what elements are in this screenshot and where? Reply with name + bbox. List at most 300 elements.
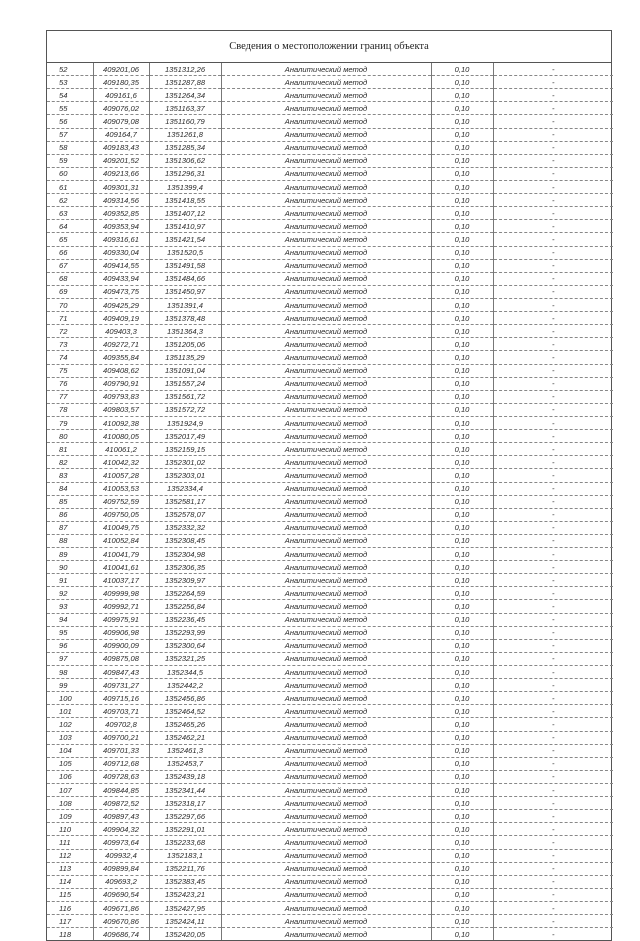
y-coordinate-cell: 1352465,26 [149, 718, 221, 731]
table-row [47, 194, 613, 207]
y-coordinate-cell: 1352291,01 [149, 823, 221, 836]
table-row [47, 797, 613, 810]
accuracy-cell: 0,10 [431, 259, 493, 272]
table-row [47, 128, 613, 141]
x-coordinate-cell: 409731,27 [93, 679, 149, 692]
x-coordinate-cell: 409352,85 [93, 207, 149, 220]
note-cell: - [493, 390, 613, 403]
accuracy-cell: 0,10 [431, 666, 493, 679]
x-coordinate-cell: 410049,75 [93, 521, 149, 534]
x-coordinate-cell: 409803,57 [93, 403, 149, 416]
table-row [47, 639, 613, 652]
x-coordinate-cell: 409906,98 [93, 626, 149, 639]
x-coordinate-cell: 409409,19 [93, 312, 149, 325]
method-cell: Аналитический метод [221, 836, 431, 849]
point-number-cell: 67 [47, 259, 93, 272]
accuracy-cell: 0,10 [431, 849, 493, 862]
x-coordinate-cell: 409703,71 [93, 705, 149, 718]
table-row [47, 364, 613, 377]
y-coordinate-cell: 1351312,26 [149, 63, 221, 76]
table-row [47, 902, 613, 915]
y-coordinate-cell: 1352306,35 [149, 561, 221, 574]
method-cell: Аналитический метод [221, 666, 431, 679]
table-row [47, 76, 613, 89]
y-coordinate-cell: 1352301,02 [149, 456, 221, 469]
note-cell: - [493, 534, 613, 547]
method-cell: Аналитический метод [221, 626, 431, 639]
note-cell: - [493, 810, 613, 823]
accuracy-cell: 0,10 [431, 770, 493, 783]
accuracy-cell: 0,10 [431, 325, 493, 338]
note-cell: - [493, 63, 613, 76]
note-cell: - [493, 652, 613, 665]
point-number-cell: 91 [47, 574, 93, 587]
table-row [47, 63, 613, 76]
table-row [47, 141, 613, 154]
y-coordinate-cell: 1351296,31 [149, 167, 221, 180]
note-cell: - [493, 744, 613, 757]
accuracy-cell: 0,10 [431, 613, 493, 626]
accuracy-cell: 0,10 [431, 76, 493, 89]
point-number-cell: 60 [47, 167, 93, 180]
accuracy-cell: 0,10 [431, 115, 493, 128]
method-cell: Аналитический метод [221, 220, 431, 233]
x-coordinate-cell: 409164,7 [93, 128, 149, 141]
table-row [47, 548, 613, 561]
accuracy-cell: 0,10 [431, 141, 493, 154]
x-coordinate-cell: 409897,43 [93, 810, 149, 823]
point-number-cell: 72 [47, 325, 93, 338]
method-cell: Аналитический метод [221, 102, 431, 115]
note-cell: - [493, 626, 613, 639]
point-number-cell: 83 [47, 469, 93, 482]
accuracy-cell: 0,10 [431, 652, 493, 665]
point-number-cell: 55 [47, 102, 93, 115]
point-number-cell: 62 [47, 194, 93, 207]
note-cell: - [493, 548, 613, 561]
accuracy-cell: 0,10 [431, 377, 493, 390]
accuracy-cell: 0,10 [431, 692, 493, 705]
note-cell: - [493, 705, 613, 718]
note-cell: - [493, 154, 613, 167]
accuracy-cell: 0,10 [431, 718, 493, 731]
method-cell: Аналитический метод [221, 705, 431, 718]
note-cell: - [493, 666, 613, 679]
x-coordinate-cell: 409715,16 [93, 692, 149, 705]
point-number-cell: 107 [47, 784, 93, 797]
point-number-cell: 116 [47, 902, 93, 915]
x-coordinate-cell: 409693,2 [93, 875, 149, 888]
point-number-cell: 90 [47, 561, 93, 574]
accuracy-cell: 0,10 [431, 626, 493, 639]
table-row [47, 259, 613, 272]
x-coordinate-cell: 409213,66 [93, 167, 149, 180]
y-coordinate-cell: 1352332,32 [149, 521, 221, 534]
y-coordinate-cell: 1351287,88 [149, 76, 221, 89]
point-number-cell: 80 [47, 430, 93, 443]
table-row [47, 430, 613, 443]
method-cell: Аналитический метод [221, 233, 431, 246]
accuracy-cell: 0,10 [431, 823, 493, 836]
point-number-cell: 114 [47, 875, 93, 888]
accuracy-cell: 0,10 [431, 888, 493, 901]
method-cell: Аналитический метод [221, 679, 431, 692]
y-coordinate-cell: 1352308,45 [149, 534, 221, 547]
y-coordinate-cell: 1351561,72 [149, 390, 221, 403]
y-coordinate-cell: 1352297,66 [149, 810, 221, 823]
note-cell: - [493, 692, 613, 705]
x-coordinate-cell: 409161,6 [93, 89, 149, 102]
x-coordinate-cell: 409301,31 [93, 180, 149, 193]
table-row [47, 731, 613, 744]
x-coordinate-cell: 409670,86 [93, 915, 149, 928]
y-coordinate-cell: 1351572,72 [149, 403, 221, 416]
accuracy-cell: 0,10 [431, 298, 493, 311]
x-coordinate-cell: 409314,56 [93, 194, 149, 207]
point-number-cell: 84 [47, 482, 93, 495]
point-number-cell: 111 [47, 836, 93, 849]
accuracy-cell: 0,10 [431, 89, 493, 102]
x-coordinate-cell: 409408,62 [93, 364, 149, 377]
x-coordinate-cell: 410042,32 [93, 456, 149, 469]
note-cell: - [493, 364, 613, 377]
note-cell: - [493, 233, 613, 246]
y-coordinate-cell: 1352321,25 [149, 652, 221, 665]
table-row [47, 246, 613, 259]
accuracy-cell: 0,10 [431, 180, 493, 193]
note-cell: - [493, 141, 613, 154]
method-cell: Аналитический метод [221, 652, 431, 665]
point-number-cell: 94 [47, 613, 93, 626]
accuracy-cell: 0,10 [431, 915, 493, 928]
x-coordinate-cell: 409201,06 [93, 63, 149, 76]
y-coordinate-cell: 1352427,95 [149, 902, 221, 915]
method-cell: Аналитический метод [221, 757, 431, 770]
table-row [47, 626, 613, 639]
method-cell: Аналитический метод [221, 63, 431, 76]
y-coordinate-cell: 1351557,24 [149, 377, 221, 390]
point-number-cell: 58 [47, 141, 93, 154]
table-row [47, 167, 613, 180]
y-coordinate-cell: 1352581,17 [149, 495, 221, 508]
note-cell: - [493, 115, 613, 128]
x-coordinate-cell: 409932,4 [93, 849, 149, 862]
point-number-cell: 110 [47, 823, 93, 836]
y-coordinate-cell: 1352462,21 [149, 731, 221, 744]
method-cell: Аналитический метод [221, 639, 431, 652]
y-coordinate-cell: 1352264,59 [149, 587, 221, 600]
method-cell: Аналитический метод [221, 495, 431, 508]
table-row [47, 574, 613, 587]
note-cell: - [493, 849, 613, 862]
method-cell: Аналитический метод [221, 285, 431, 298]
accuracy-cell: 0,10 [431, 102, 493, 115]
y-coordinate-cell: 1352383,45 [149, 875, 221, 888]
note-cell: - [493, 416, 613, 429]
y-coordinate-cell: 1351261,8 [149, 128, 221, 141]
note-cell: - [493, 902, 613, 915]
y-coordinate-cell: 1351264,34 [149, 89, 221, 102]
accuracy-cell: 0,10 [431, 469, 493, 482]
point-number-cell: 78 [47, 403, 93, 416]
x-coordinate-cell: 409183,43 [93, 141, 149, 154]
table-row [47, 233, 613, 246]
note-cell: - [493, 495, 613, 508]
point-number-cell: 54 [47, 89, 93, 102]
method-cell: Аналитический метод [221, 469, 431, 482]
y-coordinate-cell: 1352233,68 [149, 836, 221, 849]
method-cell: Аналитический метод [221, 246, 431, 259]
point-number-cell: 64 [47, 220, 93, 233]
note-cell: - [493, 377, 613, 390]
accuracy-cell: 0,10 [431, 456, 493, 469]
y-coordinate-cell: 1352334,4 [149, 482, 221, 495]
x-coordinate-cell: 409180,35 [93, 76, 149, 89]
y-coordinate-cell: 1351399,4 [149, 180, 221, 193]
accuracy-cell: 0,10 [431, 875, 493, 888]
x-coordinate-cell: 409975,91 [93, 613, 149, 626]
x-coordinate-cell: 409790,91 [93, 377, 149, 390]
table-row [47, 561, 613, 574]
method-cell: Аналитический метод [221, 784, 431, 797]
point-number-cell: 59 [47, 154, 93, 167]
accuracy-cell: 0,10 [431, 757, 493, 770]
x-coordinate-cell: 409904,32 [93, 823, 149, 836]
table-row [47, 718, 613, 731]
table-row [47, 220, 613, 233]
point-number-cell: 61 [47, 180, 93, 193]
table-row [47, 679, 613, 692]
table-row [47, 613, 613, 626]
accuracy-cell: 0,10 [431, 167, 493, 180]
note-cell: - [493, 561, 613, 574]
table-row [47, 784, 613, 797]
method-cell: Аналитический метод [221, 180, 431, 193]
table-row [47, 862, 613, 875]
note-cell: - [493, 784, 613, 797]
method-cell: Аналитический метод [221, 325, 431, 338]
method-cell: Аналитический метод [221, 692, 431, 705]
accuracy-cell: 0,10 [431, 797, 493, 810]
point-number-cell: 103 [47, 731, 93, 744]
point-number-cell: 102 [47, 718, 93, 731]
note-cell: - [493, 285, 613, 298]
x-coordinate-cell: 409671,86 [93, 902, 149, 915]
y-coordinate-cell: 1351421,54 [149, 233, 221, 246]
note-cell: - [493, 102, 613, 115]
note-cell: - [493, 272, 613, 285]
y-coordinate-cell: 1351163,37 [149, 102, 221, 115]
note-cell: - [493, 521, 613, 534]
y-coordinate-cell: 1351306,62 [149, 154, 221, 167]
x-coordinate-cell: 409403,3 [93, 325, 149, 338]
accuracy-cell: 0,10 [431, 521, 493, 534]
method-cell: Аналитический метод [221, 364, 431, 377]
accuracy-cell: 0,10 [431, 731, 493, 744]
note-cell: - [493, 246, 613, 259]
table-row [47, 692, 613, 705]
method-cell: Аналитический метод [221, 862, 431, 875]
note-cell: - [493, 600, 613, 613]
note-cell: - [493, 89, 613, 102]
note-cell: - [493, 482, 613, 495]
table-row [47, 115, 613, 128]
method-cell: Аналитический метод [221, 888, 431, 901]
document-sheet [46, 30, 612, 941]
x-coordinate-cell: 409076,02 [93, 102, 149, 115]
note-cell: - [493, 167, 613, 180]
y-coordinate-cell: 1352017,49 [149, 430, 221, 443]
y-coordinate-cell: 1351924,9 [149, 416, 221, 429]
x-coordinate-cell: 409750,05 [93, 508, 149, 521]
accuracy-cell: 0,10 [431, 364, 493, 377]
table-body [47, 63, 613, 940]
accuracy-cell: 0,10 [431, 679, 493, 692]
point-number-cell: 96 [47, 639, 93, 652]
table-row [47, 770, 613, 783]
point-number-cell: 106 [47, 770, 93, 783]
table-row [47, 757, 613, 770]
table-row [47, 823, 613, 836]
table-row [47, 403, 613, 416]
x-coordinate-cell: 409793,83 [93, 390, 149, 403]
table-row [47, 325, 613, 338]
method-cell: Аналитический метод [221, 600, 431, 613]
table-row [47, 154, 613, 167]
note-cell: - [493, 194, 613, 207]
table-row [47, 888, 613, 901]
accuracy-cell: 0,10 [431, 128, 493, 141]
accuracy-cell: 0,10 [431, 312, 493, 325]
method-cell: Аналитический метод [221, 574, 431, 587]
method-cell: Аналитический метод [221, 128, 431, 141]
y-coordinate-cell: 1352453,7 [149, 757, 221, 770]
note-cell: - [493, 259, 613, 272]
method-cell: Аналитический метод [221, 154, 431, 167]
y-coordinate-cell: 1351407,12 [149, 207, 221, 220]
y-coordinate-cell: 1351484,66 [149, 272, 221, 285]
table-row [47, 928, 613, 941]
note-cell: - [493, 679, 613, 692]
x-coordinate-cell: 409872,52 [93, 797, 149, 810]
note-cell: - [493, 312, 613, 325]
accuracy-cell: 0,10 [431, 416, 493, 429]
note-cell: - [493, 443, 613, 456]
method-cell: Аналитический метод [221, 141, 431, 154]
y-coordinate-cell: 1352578,07 [149, 508, 221, 521]
point-number-cell: 105 [47, 757, 93, 770]
table-row [47, 652, 613, 665]
x-coordinate-cell: 409700,21 [93, 731, 149, 744]
y-coordinate-cell: 1352344,5 [149, 666, 221, 679]
note-cell: - [493, 836, 613, 849]
point-number-cell: 66 [47, 246, 93, 259]
y-coordinate-cell: 1352423,21 [149, 888, 221, 901]
point-number-cell: 92 [47, 587, 93, 600]
point-number-cell: 77 [47, 390, 93, 403]
accuracy-cell: 0,10 [431, 246, 493, 259]
table-row [47, 180, 613, 193]
method-cell: Аналитический метод [221, 810, 431, 823]
method-cell: Аналитический метод [221, 875, 431, 888]
accuracy-cell: 0,10 [431, 495, 493, 508]
x-coordinate-cell: 409973,64 [93, 836, 149, 849]
y-coordinate-cell: 1352424,11 [149, 915, 221, 928]
x-coordinate-cell: 409712,68 [93, 757, 149, 770]
accuracy-cell: 0,10 [431, 338, 493, 351]
method-cell: Аналитический метод [221, 207, 431, 220]
method-cell: Аналитический метод [221, 115, 431, 128]
method-cell: Аналитический метод [221, 902, 431, 915]
x-coordinate-cell: 409473,75 [93, 285, 149, 298]
y-coordinate-cell: 1352318,17 [149, 797, 221, 810]
method-cell: Аналитический метод [221, 770, 431, 783]
x-coordinate-cell: 409272,71 [93, 338, 149, 351]
point-number-cell: 85 [47, 495, 93, 508]
note-cell: - [493, 469, 613, 482]
point-number-cell: 52 [47, 63, 93, 76]
x-coordinate-cell: 409900,09 [93, 639, 149, 652]
accuracy-cell: 0,10 [431, 233, 493, 246]
x-coordinate-cell: 409690,54 [93, 888, 149, 901]
point-number-cell: 75 [47, 364, 93, 377]
table-row [47, 285, 613, 298]
y-coordinate-cell: 1351160,79 [149, 115, 221, 128]
method-cell: Аналитический метод [221, 443, 431, 456]
x-coordinate-cell: 409079,08 [93, 115, 149, 128]
y-coordinate-cell: 1352159,15 [149, 443, 221, 456]
x-coordinate-cell: 409899,84 [93, 862, 149, 875]
point-number-cell: 89 [47, 548, 93, 561]
y-coordinate-cell: 1352464,52 [149, 705, 221, 718]
table-row [47, 469, 613, 482]
note-cell: - [493, 574, 613, 587]
table-row [47, 102, 613, 115]
method-cell: Аналитический метод [221, 351, 431, 364]
method-cell: Аналитический метод [221, 194, 431, 207]
note-cell: - [493, 613, 613, 626]
table-row [47, 89, 613, 102]
point-number-cell: 100 [47, 692, 93, 705]
accuracy-cell: 0,10 [431, 862, 493, 875]
x-coordinate-cell: 409355,84 [93, 351, 149, 364]
accuracy-cell: 0,10 [431, 784, 493, 797]
point-number-cell: 76 [47, 377, 93, 390]
y-coordinate-cell: 1352211,76 [149, 862, 221, 875]
x-coordinate-cell: 409686,74 [93, 928, 149, 941]
table-row [47, 416, 613, 429]
note-cell: - [493, 325, 613, 338]
note-cell: - [493, 718, 613, 731]
y-coordinate-cell: 1351135,29 [149, 351, 221, 364]
method-cell: Аналитический метод [221, 587, 431, 600]
x-coordinate-cell: 409844,85 [93, 784, 149, 797]
point-number-cell: 86 [47, 508, 93, 521]
table-row [47, 312, 613, 325]
point-number-cell: 115 [47, 888, 93, 901]
method-cell: Аналитический метод [221, 76, 431, 89]
note-cell: - [493, 128, 613, 141]
y-coordinate-cell: 1351491,58 [149, 259, 221, 272]
accuracy-cell: 0,10 [431, 272, 493, 285]
note-cell: - [493, 508, 613, 521]
x-coordinate-cell: 409702,8 [93, 718, 149, 731]
y-coordinate-cell: 1351410,97 [149, 220, 221, 233]
point-number-cell: 101 [47, 705, 93, 718]
point-number-cell: 82 [47, 456, 93, 469]
table-row [47, 298, 613, 311]
x-coordinate-cell: 409353,94 [93, 220, 149, 233]
